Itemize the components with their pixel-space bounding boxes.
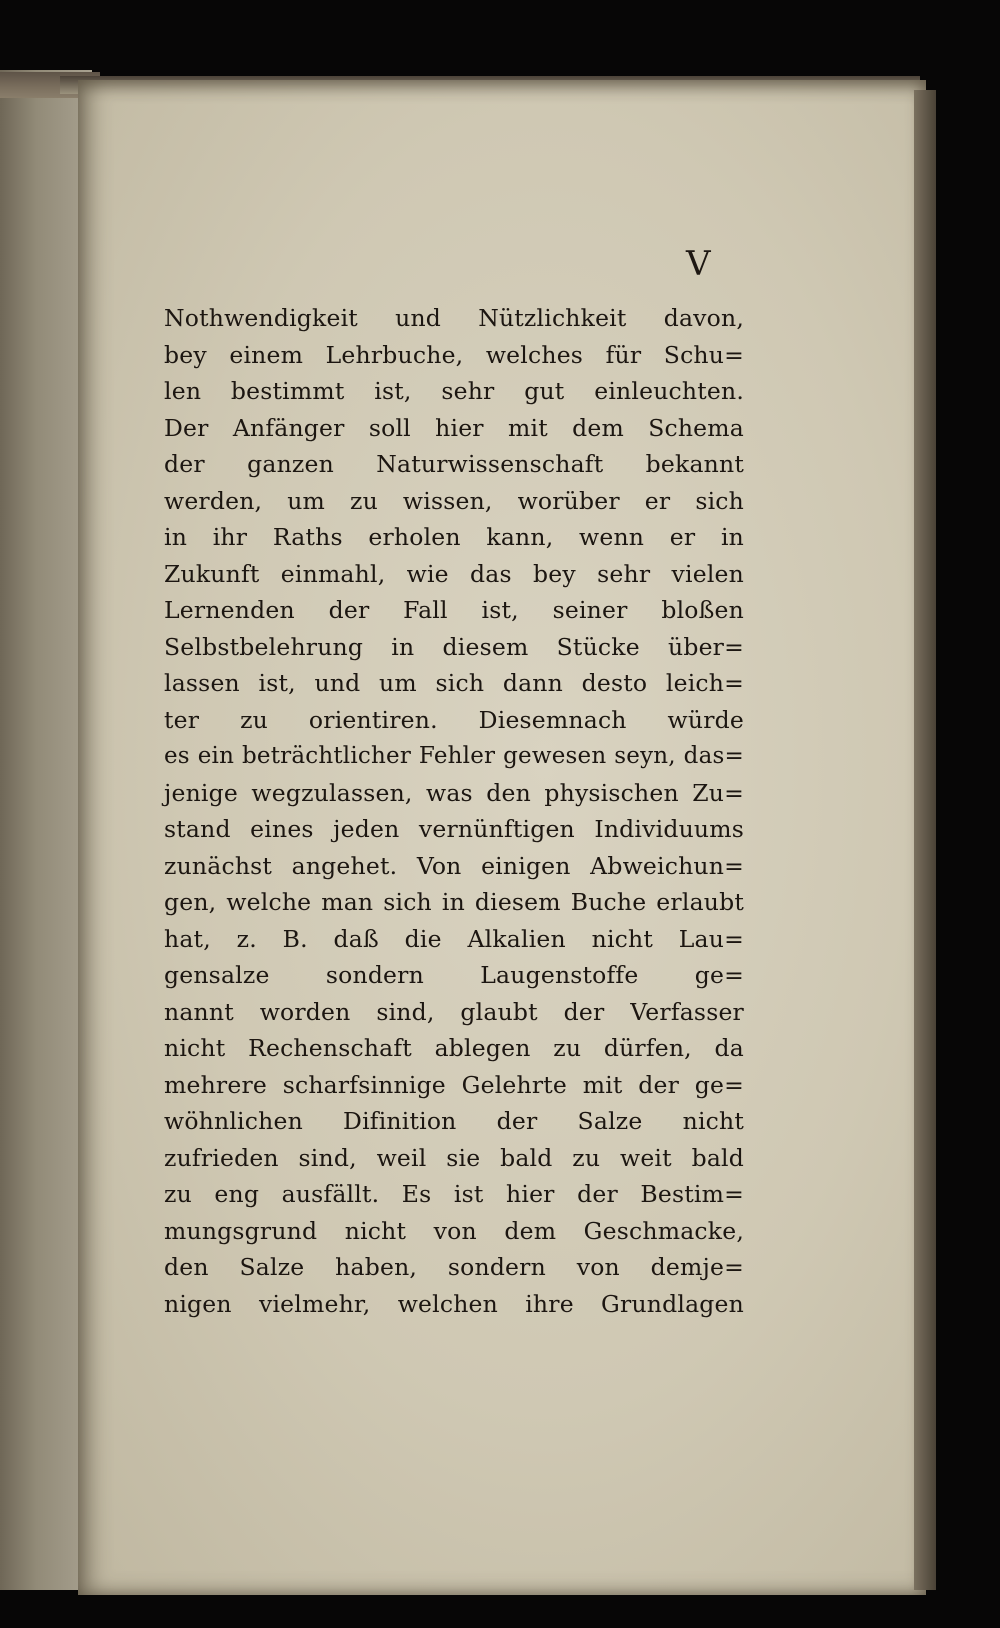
text-line: hat, z. B. daß die Alkalien nicht Lau= <box>164 924 744 953</box>
text-line: Nothwendigkeit und Nützlichkeit davon, <box>164 304 744 332</box>
text-line: den Salze haben, sondern von demje= <box>164 1253 744 1281</box>
text-line: Selbstbelehrung in diesem Stücke über= <box>164 632 744 661</box>
text-line: werden, um zu wissen, worüber er sich <box>164 486 744 515</box>
text-line: gen, welche man sich in diesem Buche erlaubt <box>164 888 744 916</box>
right-page-edge <box>914 90 936 1590</box>
text-line: zunächst angehet. Von einigen Abweichun= <box>164 851 744 880</box>
text-line: lassen ist, und um sich dann desto leich= <box>164 669 744 697</box>
text-line: mehrere scharfsinnige Gelehrte mit der ge= <box>164 1070 744 1099</box>
text-line: zu eng ausfällt. Es ist hier der Bestim= <box>164 1180 744 1208</box>
text-line: jenige wegzulassen, was den physischen Zu= <box>164 778 744 807</box>
text-line: mungsgrund nicht von dem Geschmacke, <box>164 1216 744 1245</box>
text-line: nigen vielmehr, welchen ihre Grundlagen <box>164 1289 744 1318</box>
text-line: nicht Rechenschaft ablegen zu dürfen, da <box>164 1034 744 1062</box>
text-line: gensalze sondern Laugenstoffe ge= <box>164 961 744 989</box>
text-line: zufrieden sind, weil sie bald zu weit bald <box>164 1143 744 1172</box>
page-number: V <box>686 244 712 284</box>
text-line: in ihr Raths erholen kann, wenn er in <box>164 523 744 551</box>
text-line: Der Anfänger soll hier mit dem Schema <box>164 413 744 442</box>
text-line: len bestimmt ist, sehr gut einleuchten. <box>164 377 744 405</box>
text-line: der ganzen Naturwissenschaft bekannt <box>164 450 744 478</box>
text-line: nannt worden sind, glaubt der Verfasser <box>164 997 744 1026</box>
body-text <box>164 300 744 1322</box>
text-line: ter zu orientiren. Diesemnach würde <box>164 705 744 734</box>
text-line: wöhnlichen Difinition der Salze nicht <box>164 1107 744 1135</box>
text-line: stand eines jeden vernünftigen Individuums <box>164 815 744 843</box>
text-line: Zukunft einmahl, wie das bey sehr vielen <box>164 559 744 588</box>
text-line: Lernenden der Fall ist, seiner bloßen <box>164 596 744 624</box>
text-line: bey einem Lehrbuche, welches für Schu= <box>164 340 744 369</box>
text-line: es ein beträchtlicher Fehler gewesen seyn, das= <box>164 743 744 769</box>
